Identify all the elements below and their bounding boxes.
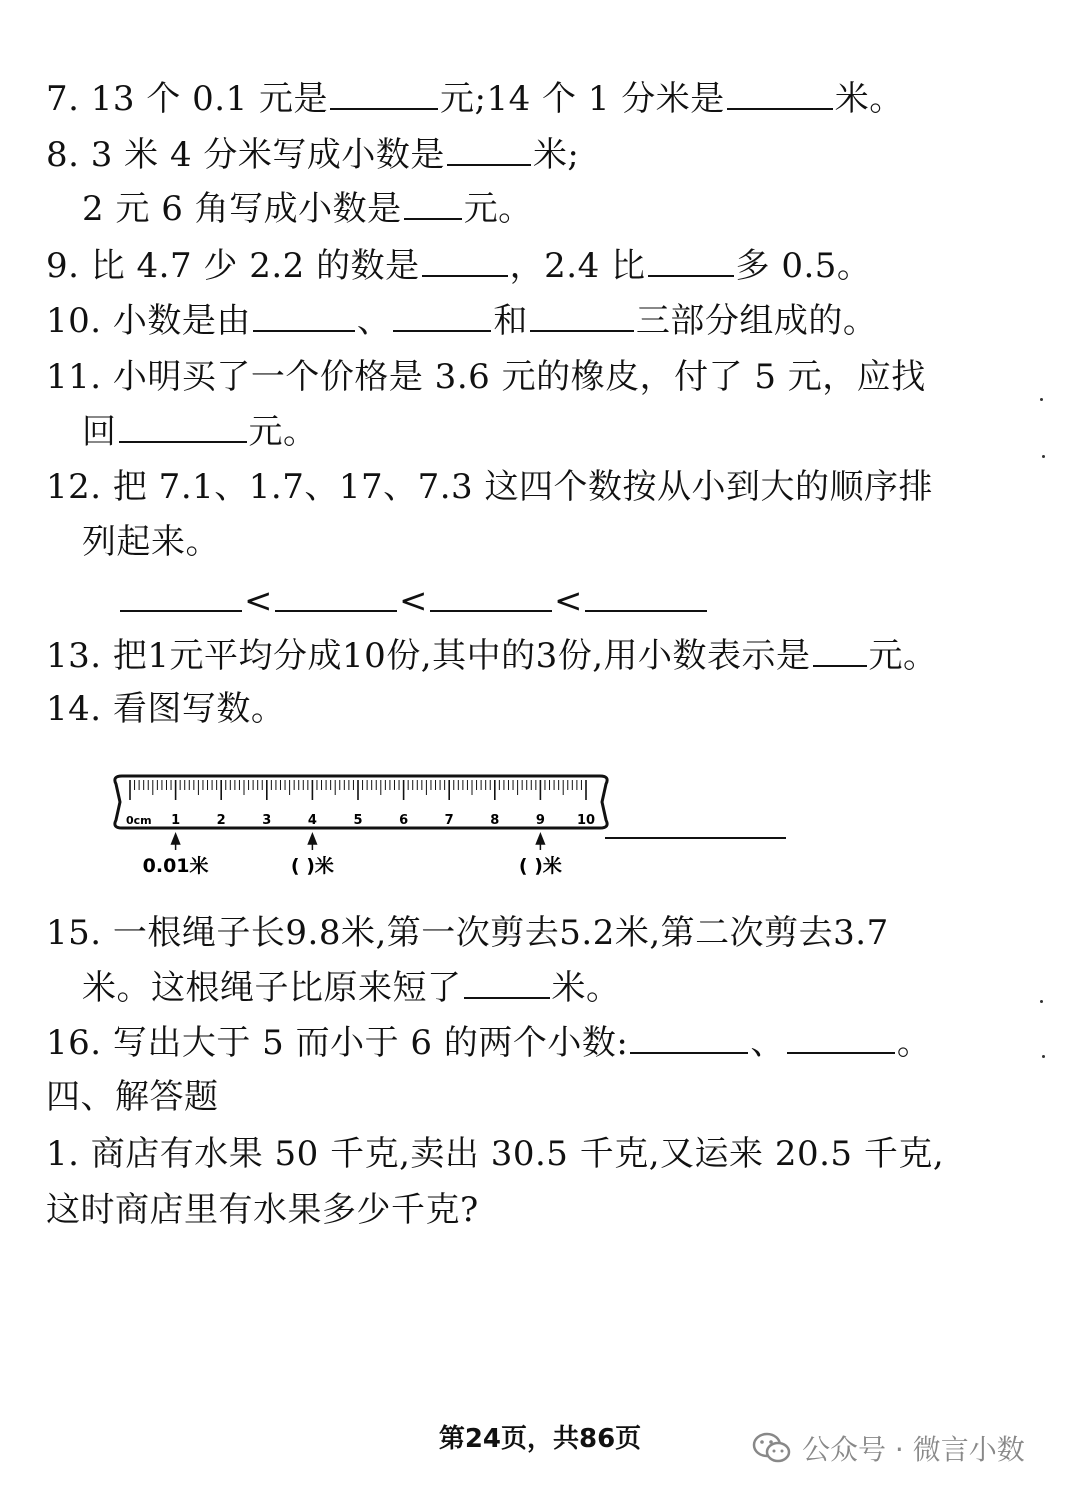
answer-blank[interactable] xyxy=(422,245,508,277)
q15-text-a: 15. 一根绳子长9.8米,第一次剪去5.2米,第二次剪去3.7 xyxy=(46,913,889,953)
section-4-heading xyxy=(46,1077,219,1117)
ruler xyxy=(110,772,810,892)
page-footer: 第24页，共86页 xyxy=(438,1424,642,1454)
section-4-title: 四、解答题 xyxy=(46,1077,219,1117)
answer-blank[interactable] xyxy=(275,580,397,612)
problem-1-text-a: 1. 商店有水果 50 千克,卖出 30.5 千克,又运来 20.5 千克, xyxy=(46,1134,945,1174)
q10-text-d: 三部分组成的。 xyxy=(635,301,878,341)
watermark xyxy=(752,1428,1025,1468)
q12-text-b: 列起来。 xyxy=(82,522,220,562)
answer-blank[interactable] xyxy=(404,188,462,220)
ruler-number: 2 xyxy=(216,813,226,828)
question-13 xyxy=(46,635,938,676)
question-16 xyxy=(46,1022,931,1063)
answer-blank[interactable] xyxy=(727,78,833,110)
q9-text-a: 9. 比 4.7 少 2.2 的数是 xyxy=(46,246,420,286)
ruler-number: 1 xyxy=(171,813,181,828)
q8-text-b: 米; xyxy=(532,135,580,175)
question-8 xyxy=(46,134,579,175)
question-14 xyxy=(46,689,285,729)
q8-text-d: 元。 xyxy=(463,189,533,229)
ruler-ticks xyxy=(130,780,586,800)
question-10 xyxy=(46,300,877,341)
question-15 xyxy=(46,913,889,953)
ruler-number: 3 xyxy=(262,813,272,828)
question-9 xyxy=(46,245,871,286)
ruler-zero-label: 0cm xyxy=(126,814,152,827)
pointer-arrow xyxy=(536,834,544,850)
answer-blank[interactable] xyxy=(120,580,242,612)
answer-blank[interactable] xyxy=(630,1022,748,1054)
pointer-arrow xyxy=(308,834,316,850)
problem-1-text-b: 这时商店里有水果多少千克? xyxy=(46,1190,479,1230)
q15-text-b: 米。这根绳子比原来短了 xyxy=(82,968,462,1008)
question-11 xyxy=(46,357,926,397)
answer-blank[interactable] xyxy=(648,245,734,277)
q11-text-b: 回 xyxy=(82,412,117,452)
question-11-line2 xyxy=(82,411,318,452)
margin-speck xyxy=(1042,1055,1045,1058)
ruler-number: 4 xyxy=(307,813,317,828)
watermark-text: 公众号 · 微言小数 xyxy=(802,1433,1025,1466)
problem-1-line2 xyxy=(46,1190,479,1230)
answer-blank[interactable] xyxy=(330,78,438,110)
pointer-label: ( )米 xyxy=(290,855,334,877)
question-7 xyxy=(46,78,904,119)
margin-speck xyxy=(1040,398,1043,401)
q10-text-b: 、 xyxy=(356,301,392,341)
margin-speck xyxy=(1042,455,1045,458)
answer-blank[interactable] xyxy=(530,300,634,332)
ruler-number: 8 xyxy=(490,813,500,828)
ruler-number: 7 xyxy=(444,813,454,828)
pointer-label: 0.01米 xyxy=(142,855,209,877)
q8-text-c: 2 元 6 角写成小数是 xyxy=(82,189,402,229)
q11-text-c: 元。 xyxy=(248,412,318,452)
ruler-pointers xyxy=(143,834,562,877)
q16-text-a: 16. 写出大于 5 而小于 6 的两个小数: xyxy=(46,1023,629,1063)
ruler-figure xyxy=(110,772,810,892)
q7-text-a: 7. 13 个 0.1 元是 xyxy=(46,79,329,119)
answer-blank[interactable] xyxy=(393,300,491,332)
q14-text-a: 14. 看图写数。 xyxy=(46,689,286,729)
wechat-icon xyxy=(752,1431,792,1465)
answer-blank[interactable] xyxy=(253,300,355,332)
pointer-label: ( )米 xyxy=(518,855,562,877)
answer-blank[interactable] xyxy=(787,1022,895,1054)
question-12 xyxy=(46,467,933,507)
pointer-arrow xyxy=(172,834,180,850)
less-than-sign: < xyxy=(244,581,273,621)
ruler-number: 10 xyxy=(576,813,596,828)
q9-text-c: 多 0.5。 xyxy=(735,246,872,286)
q12-text-a: 12. 把 7.1、1.7、17、7.3 这四个数按从小到大的顺序排 xyxy=(46,467,933,507)
q7-text-c: 米。 xyxy=(834,79,904,119)
ruler-number: 9 xyxy=(535,813,545,828)
q8-text-a: 8. 3 米 4 分米写成小数是 xyxy=(46,135,445,175)
problem-1 xyxy=(46,1134,944,1174)
q13-text-a: 13. 把1元平均分成10份,其中的3份,用小数表示是 xyxy=(46,636,811,676)
answer-blank[interactable] xyxy=(430,580,552,612)
ordering-blanks xyxy=(118,580,709,621)
q13-text-b: 元。 xyxy=(868,636,938,676)
question-12-line2 xyxy=(82,522,220,562)
q9-text-b: ，2.4 比 xyxy=(509,246,646,286)
less-than-sign: < xyxy=(554,581,583,621)
q16-text-b: 、 xyxy=(750,1023,785,1063)
answer-blank[interactable] xyxy=(447,134,531,166)
margin-speck xyxy=(1040,1000,1043,1003)
answer-blank[interactable] xyxy=(585,580,707,612)
ruler-numbers xyxy=(171,813,595,828)
answer-blank[interactable] xyxy=(119,411,247,443)
q7-text-b: 元;14 个 1 分米是 xyxy=(440,79,725,119)
answer-blank[interactable] xyxy=(464,967,550,999)
ruler-number: 5 xyxy=(353,813,363,828)
q10-text-a: 10. 小数是由 xyxy=(46,301,251,341)
less-than-sign: < xyxy=(399,581,428,621)
ruler-number: 6 xyxy=(399,813,409,828)
question-8-line2 xyxy=(82,188,533,229)
q16-text-c: 。 xyxy=(896,1023,932,1063)
q11-text-a: 11. 小明买了一个价格是 3.6 元的橡皮，付了 5 元，应找 xyxy=(46,357,926,397)
question-15-line2 xyxy=(82,967,621,1008)
q15-text-c: 米。 xyxy=(551,968,621,1008)
q10-text-c: 和 xyxy=(493,301,528,341)
answer-blank[interactable] xyxy=(813,635,867,667)
